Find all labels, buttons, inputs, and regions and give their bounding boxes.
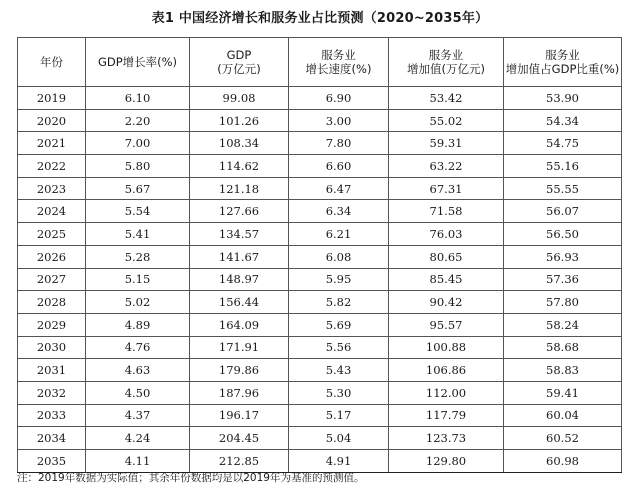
cell-service-growth: 6.90 — [289, 87, 389, 110]
header-year-label: 年份 — [40, 55, 63, 69]
cell-year: 2034 — [18, 427, 86, 450]
cell-year: 2027 — [18, 268, 86, 291]
cell-gdp-growth: 5.02 — [86, 291, 190, 314]
cell-service-share: 60.04 — [504, 404, 622, 427]
table-row — [18, 87, 622, 110]
cell-gdp-growth: 5.54 — [86, 200, 190, 223]
cell-gdp-growth: 4.50 — [86, 381, 190, 404]
cell-service-share: 57.80 — [504, 291, 622, 314]
header-service-value-unit: 增加值(万亿元) — [407, 62, 485, 76]
cell-service-growth: 5.56 — [289, 336, 389, 359]
cell-service-value: 55.02 — [389, 109, 504, 132]
table-row — [18, 177, 622, 200]
cell-service-value: 106.86 — [389, 359, 504, 382]
cell-service-value: 112.00 — [389, 381, 504, 404]
cell-gdp: 156.44 — [190, 291, 289, 314]
header-service-value-label: 服务业 — [428, 48, 464, 62]
header-service-share-label: 服务业 — [545, 48, 580, 62]
cell-gdp: 171.91 — [190, 336, 289, 359]
cell-gdp-growth: 5.15 — [86, 268, 190, 291]
header-service-value — [389, 38, 504, 87]
cell-service-value: 95.57 — [389, 313, 504, 336]
table-header — [18, 38, 622, 87]
header-service-share-unit: 增加值占GDP比重(%) — [505, 62, 620, 76]
table-row — [18, 381, 622, 404]
cell-service-growth: 6.21 — [289, 223, 389, 246]
cell-gdp-growth: 5.80 — [86, 155, 190, 178]
table-row — [18, 291, 622, 314]
cell-service-value: 76.03 — [389, 223, 504, 246]
cell-year: 2033 — [18, 404, 86, 427]
cell-year: 2032 — [18, 381, 86, 404]
table-body — [18, 87, 622, 473]
cell-gdp-growth: 6.10 — [86, 87, 190, 110]
cell-year: 2019 — [18, 87, 86, 110]
cell-year: 2029 — [18, 313, 86, 336]
cell-service-share: 58.24 — [504, 313, 622, 336]
cell-gdp: 187.96 — [190, 381, 289, 404]
table-row — [18, 155, 622, 178]
table-row — [18, 427, 622, 450]
cell-year: 2020 — [18, 109, 86, 132]
cell-service-growth: 6.34 — [289, 200, 389, 223]
cell-service-value: 100.88 — [389, 336, 504, 359]
cell-service-share: 55.55 — [504, 177, 622, 200]
table-row — [18, 359, 622, 382]
cell-gdp-growth: 4.24 — [86, 427, 190, 450]
header-service-growth-label: 服务业 — [321, 48, 356, 62]
cell-service-growth: 5.30 — [289, 381, 389, 404]
table-footnote: 注：2019年数据为实际值；其余年份数据均是以2019年为基准的预测值。 — [17, 472, 365, 484]
header-service-growth-unit: 增长速度(%) — [305, 62, 372, 76]
cell-year: 2030 — [18, 336, 86, 359]
cell-gdp-growth: 2.20 — [86, 109, 190, 132]
cell-gdp: 99.08 — [190, 87, 289, 110]
cell-gdp-growth: 4.76 — [86, 336, 190, 359]
cell-year: 2023 — [18, 177, 86, 200]
header-gdp — [190, 38, 289, 87]
header-service-growth — [289, 38, 389, 87]
cell-service-value: 123.73 — [389, 427, 504, 450]
table-row — [18, 132, 622, 155]
cell-gdp-growth: 5.67 — [86, 177, 190, 200]
cell-service-growth: 5.69 — [289, 313, 389, 336]
cell-service-value: 63.22 — [389, 155, 504, 178]
cell-service-share: 56.07 — [504, 200, 622, 223]
table-row — [18, 450, 622, 473]
cell-gdp-growth: 4.63 — [86, 359, 190, 382]
table-row — [18, 245, 622, 268]
cell-gdp: 101.26 — [190, 109, 289, 132]
cell-service-value: 117.79 — [389, 404, 504, 427]
cell-service-growth: 5.04 — [289, 427, 389, 450]
cell-service-share: 54.75 — [504, 132, 622, 155]
cell-gdp: 179.86 — [190, 359, 289, 382]
header-service-share — [504, 38, 622, 87]
table-row — [18, 109, 622, 132]
header-row — [18, 38, 622, 87]
cell-gdp: 121.18 — [190, 177, 289, 200]
cell-service-share: 55.16 — [504, 155, 622, 178]
cell-gdp-growth: 4.37 — [86, 404, 190, 427]
header-year — [18, 38, 86, 87]
cell-service-share: 58.83 — [504, 359, 622, 382]
cell-service-share: 59.41 — [504, 381, 622, 404]
cell-service-growth: 5.95 — [289, 268, 389, 291]
table-row — [18, 268, 622, 291]
cell-gdp: 212.85 — [190, 450, 289, 473]
table-row — [18, 404, 622, 427]
cell-service-share: 58.68 — [504, 336, 622, 359]
header-gdp-growth-label: GDP增长率(%) — [97, 55, 178, 69]
cell-year: 2025 — [18, 223, 86, 246]
cell-service-share: 56.93 — [504, 245, 622, 268]
cell-gdp-growth: 7.00 — [86, 132, 190, 155]
cell-service-value: 53.42 — [389, 87, 504, 110]
cell-service-value: 59.31 — [389, 132, 504, 155]
cell-service-growth: 3.00 — [289, 109, 389, 132]
cell-gdp: 164.09 — [190, 313, 289, 336]
cell-year: 2035 — [18, 450, 86, 473]
cell-service-value: 71.58 — [389, 200, 504, 223]
cell-service-value: 85.45 — [389, 268, 504, 291]
header-gdp-label: GDP — [226, 48, 252, 62]
cell-service-share: 60.98 — [504, 450, 622, 473]
cell-year: 2024 — [18, 200, 86, 223]
cell-service-value: 129.80 — [389, 450, 504, 473]
table-row — [18, 223, 622, 246]
cell-gdp: 141.67 — [190, 245, 289, 268]
cell-gdp-growth: 4.89 — [86, 313, 190, 336]
cell-service-share: 54.34 — [504, 109, 622, 132]
forecast-table — [17, 37, 622, 473]
cell-gdp: 196.17 — [190, 404, 289, 427]
cell-gdp: 148.97 — [190, 268, 289, 291]
cell-service-share: 56.50 — [504, 223, 622, 246]
cell-service-growth: 6.47 — [289, 177, 389, 200]
cell-gdp: 108.34 — [190, 132, 289, 155]
cell-service-growth: 7.80 — [289, 132, 389, 155]
cell-service-growth: 6.60 — [289, 155, 389, 178]
cell-service-value: 90.42 — [389, 291, 504, 314]
cell-gdp-growth: 5.28 — [86, 245, 190, 268]
cell-service-growth: 5.17 — [289, 404, 389, 427]
cell-year: 2028 — [18, 291, 86, 314]
cell-year: 2031 — [18, 359, 86, 382]
cell-service-growth: 4.91 — [289, 450, 389, 473]
cell-service-value: 80.65 — [389, 245, 504, 268]
cell-service-growth: 5.82 — [289, 291, 389, 314]
header-gdp-unit: (万亿元) — [217, 62, 261, 76]
cell-gdp-growth: 5.41 — [86, 223, 190, 246]
cell-gdp-growth: 4.11 — [86, 450, 190, 473]
cell-service-share: 53.90 — [504, 87, 622, 110]
cell-gdp: 114.62 — [190, 155, 289, 178]
cell-gdp: 204.45 — [190, 427, 289, 450]
cell-service-share: 60.52 — [504, 427, 622, 450]
cell-service-value: 67.31 — [389, 177, 504, 200]
cell-service-growth: 6.08 — [289, 245, 389, 268]
cell-year: 2022 — [18, 155, 86, 178]
cell-service-growth: 5.43 — [289, 359, 389, 382]
table-caption: 表1 中国经济增长和服务业占比预测（2020~2035年） — [151, 11, 489, 26]
table-row — [18, 200, 622, 223]
cell-year: 2026 — [18, 245, 86, 268]
cell-gdp: 134.57 — [190, 223, 289, 246]
header-gdp-growth — [86, 38, 190, 87]
cell-gdp: 127.66 — [190, 200, 289, 223]
table-row — [18, 336, 622, 359]
cell-year: 2021 — [18, 132, 86, 155]
table-row — [18, 313, 622, 336]
cell-service-share: 57.36 — [504, 268, 622, 291]
